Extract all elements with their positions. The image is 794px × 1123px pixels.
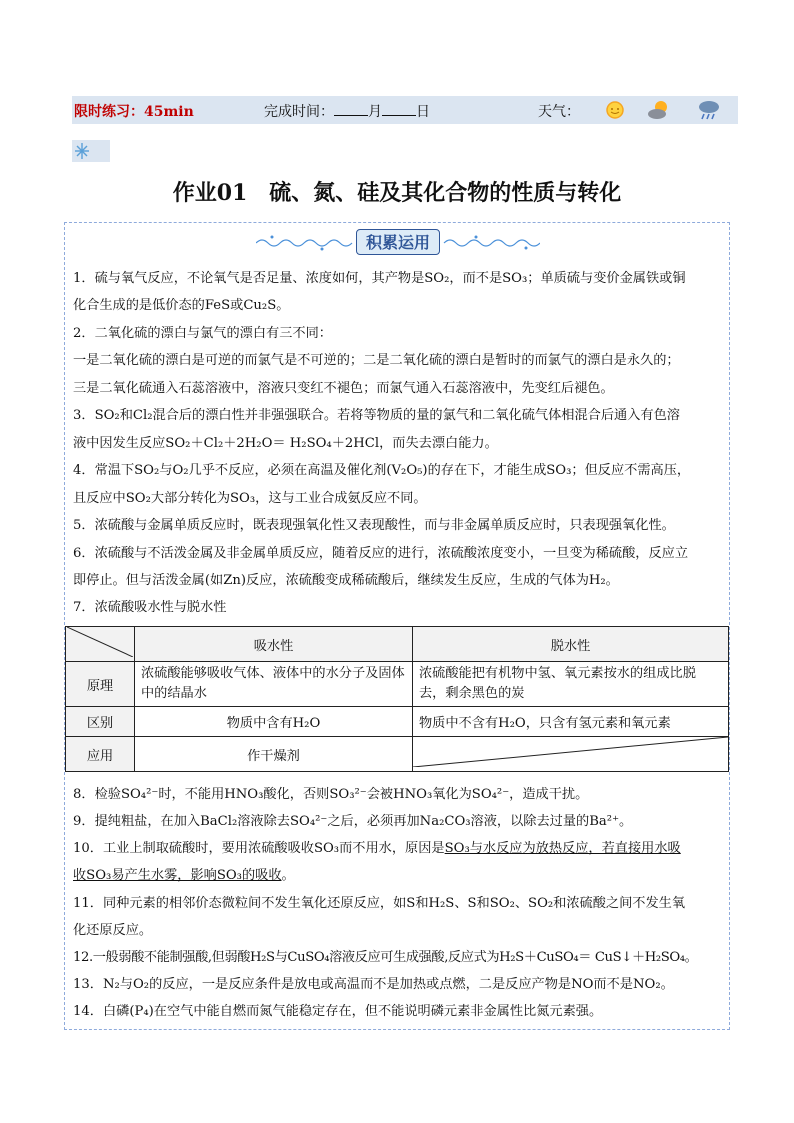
table-cell: 浓硫酸能把有机物中氢、氧元素按水的组成比脱去，剩余黑色的炭 <box>413 662 729 707</box>
snowflake-icon <box>72 140 110 162</box>
completion-label: 完成时间： <box>264 104 334 120</box>
table-cell: 浓硫酸能够吸收气体、液体中的水分子及固体中的结晶水 <box>135 662 413 707</box>
item-10-answer: SO₃与水反应为放热反应，若直接用水吸 <box>444 841 681 856</box>
sun-cloud-icon[interactable] <box>646 98 672 122</box>
snowflake-bar <box>72 140 110 162</box>
rain-icon[interactable] <box>696 98 722 122</box>
table-cell: 作干燥剂 <box>135 737 413 772</box>
section-badge: 积累运用 <box>356 229 440 255</box>
table-header-dehydrate: 脱水性 <box>413 627 729 662</box>
day-blank[interactable] <box>382 103 416 116</box>
page-title: 作业01 硫、氮、硅及其化合物的性质与转化 <box>172 180 622 206</box>
time-limit: 限时练习：45min <box>74 104 194 120</box>
item-4-line-1: 4．常温下SO₂与O₂几乎不反应，必须在高温及催化剂(V₂O₅)的存在下，才能生成SO₃；但反应不需高压， <box>73 463 691 478</box>
item-9: 9．提纯粗盐，在加入BaCl₂溶液除去SO₄²⁻之后，必须再加Na₂CO₃溶液，以除去过量的Ba²⁺。 <box>73 814 633 829</box>
item-1-line-1: 1．硫与氧气反应，不论氧气是否足量、浓度如何，其产物是SO₂，而不是SO₃；单质硫与变价金属铁或铜 <box>73 271 686 286</box>
item-10-line-1 <box>73 840 681 858</box>
row-label: 应用 <box>66 737 135 772</box>
item-10-text: 10．工业上制取硫酸时，要用浓硫酸吸收SO₃而不用水，原因是 <box>73 841 445 856</box>
item-10-line-2 <box>73 867 295 885</box>
item-5: 5．浓硫酸与金属单质反应时，既表现强氧化性又表现酸性，而与非金属单质反应时，只表现强氧化性。 <box>73 518 675 533</box>
table-row <box>66 737 729 772</box>
item-7: 7．浓硫酸吸水性与脱水性 <box>73 600 227 615</box>
diagonal-line <box>413 737 728 767</box>
row-label: 区别 <box>66 707 135 737</box>
item-2-line-b: 三是二氧化硫通入石蕊溶液中，溶液只变红不褪色；而氯气通入石蕊溶液中，先变红后褪色。 <box>73 381 614 396</box>
item-3-line-1: 3．SO₂和Cl₂混合后的漂白性并非强强联合。若将等物质的量的氯气和二氧化硫气体相混合后通入有色溶 <box>73 408 680 423</box>
item-6-line-1: 6．浓硫酸与不活泼金属及非金属单质反应，随着反应的进行，浓硫酸浓度变小，一旦变为稀硫酸，反应立 <box>73 546 689 561</box>
comparison-table <box>65 626 729 772</box>
table-cell-empty <box>413 737 729 772</box>
table-row <box>66 662 729 707</box>
item-11-line-1: 11．同种元素的相邻价态微粒间不发生氧化还原反应，如S和H₂S、S和SO₂、SO₂和浓硫酸之间不发生氧 <box>73 896 686 911</box>
item-3-line-2: 液中因发生反应SO₂＋Cl₂＋2H₂O＝ H₂SO₄＋2HCl，而失去漂白能力。 <box>73 436 498 451</box>
item-8: 8．检验SO₄²⁻时，不能用HNO₃酸化，否则SO₃²⁻会被HNO₃氧化为SO₄²⁻，造成干扰。 <box>73 787 589 802</box>
diagonal-line <box>67 627 133 657</box>
table-row <box>66 707 729 737</box>
weather-label: 天气： <box>538 104 580 120</box>
day-label: 日 <box>416 104 430 120</box>
sun-icon[interactable] <box>602 98 628 122</box>
header-bar <box>72 96 738 124</box>
row-label: 原理 <box>66 662 135 707</box>
item-1-line-2: 化合生成的是低价态的FeS或Cu₂S。 <box>73 298 290 313</box>
item-14: 14．白磷(P₄)在空气中能自燃而氮气能稳定存在，但不能说明磷元素非金属性比氮元素强。 <box>73 1004 603 1019</box>
table-header-absorb: 吸水性 <box>135 627 413 662</box>
table-cell: 物质中含有H₂O <box>135 707 413 737</box>
month-blank[interactable] <box>334 103 368 116</box>
item-10-answer-cont: 收SO₃易产生水雾，影响SO₃的吸收 <box>73 868 282 883</box>
table-cell: 物质中不含有H₂O，只含有氢元素和氧元素 <box>413 707 729 737</box>
item-13: 13．N₂与O₂的反应，一是反应条件是放电或高温而不是加热或点燃，二是反应产物是NO而不是NO₂。 <box>73 977 674 992</box>
item-6-line-2: 即停止。但与活泼金属(如Zn)反应，浓硫酸变成稀硫酸后，继续发生反应，生成的气体为H₂。 <box>73 573 619 588</box>
item-12: 12.一般弱酸不能制强酸,但弱酸H₂S与CuSO₄溶液反应可生成强酸,反应式为H₂S＋CuSO₄＝ CuS↓＋H₂SO₄。 <box>73 950 698 965</box>
item-4-line-2: 且反应中SO₂大部分转化为SO₃，这与工业合成氨反应不同。 <box>73 491 427 506</box>
item-10-end: 。 <box>281 868 295 883</box>
item-2: 2．二氧化硫的漂白与氯气的漂白有三不同： <box>73 326 332 341</box>
month-label: 月 <box>368 104 382 120</box>
item-2-line-a: 一是二氧化硫的漂白是可逆的而氯气是不可逆的；二是二氧化硫的漂白是暂时的而氯气的漂白是永久的； <box>73 353 680 368</box>
table-corner-cell <box>66 627 135 662</box>
completion-time <box>264 101 430 121</box>
item-11-line-2: 化还原反应。 <box>73 923 153 938</box>
